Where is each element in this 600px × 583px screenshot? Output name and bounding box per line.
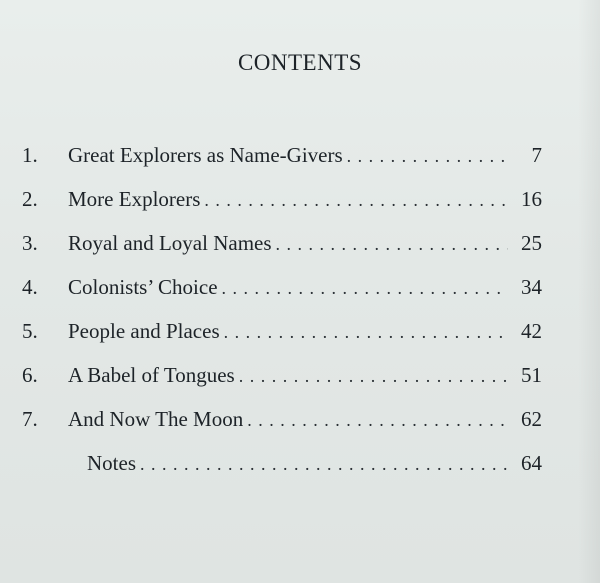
entry-title: People and Places [68, 319, 220, 343]
entry-title: Great Explorers as Name-Givers [68, 143, 343, 167]
entry-number: 5. [22, 319, 38, 343]
entry-title: And Now The Moon [68, 407, 244, 431]
toc-entry [22, 407, 542, 451]
entry-title: Royal and Loyal Names [68, 231, 272, 255]
entry-number: 3. [22, 231, 38, 255]
dot-leader [247, 410, 508, 431]
dot-leader [239, 366, 508, 387]
entry-title: A Babel of Tongues [68, 363, 235, 387]
entry-page-number: 51 [521, 363, 542, 387]
page-edge-shadow [578, 0, 600, 583]
entry-page-number: 16 [521, 187, 542, 211]
entry-number: 2. [22, 187, 38, 211]
entry-page-number: 62 [521, 407, 542, 431]
entry-number: 6. [22, 363, 38, 387]
page-title: CONTENTS [237, 50, 363, 75]
table-of-contents [22, 143, 542, 495]
entry-number: 1. [22, 143, 38, 167]
entry-number: 4. [22, 275, 38, 299]
toc-entry [22, 319, 542, 363]
dot-leader [204, 190, 508, 211]
toc-entry [22, 187, 542, 231]
dot-leader [347, 146, 508, 167]
entry-page-number: 34 [521, 275, 542, 299]
toc-entry [22, 231, 542, 275]
entry-page-number: 25 [521, 231, 542, 255]
entry-page-number: 7 [531, 143, 542, 167]
toc-entry [22, 363, 542, 407]
toc-entry [22, 275, 542, 319]
toc-entry-notes [22, 451, 542, 495]
toc-entry [22, 143, 542, 187]
entry-number: 7. [22, 407, 38, 431]
entry-page-number: 42 [521, 319, 542, 343]
entry-title: Notes [87, 451, 136, 475]
dot-leader [224, 322, 508, 343]
dot-leader [140, 454, 508, 475]
entry-title: More Explorers [68, 187, 201, 211]
dot-leader [222, 278, 508, 299]
entry-page-number: 64 [521, 451, 542, 475]
entry-title: Colonists’ Choice [68, 275, 218, 299]
dot-leader [276, 234, 508, 255]
